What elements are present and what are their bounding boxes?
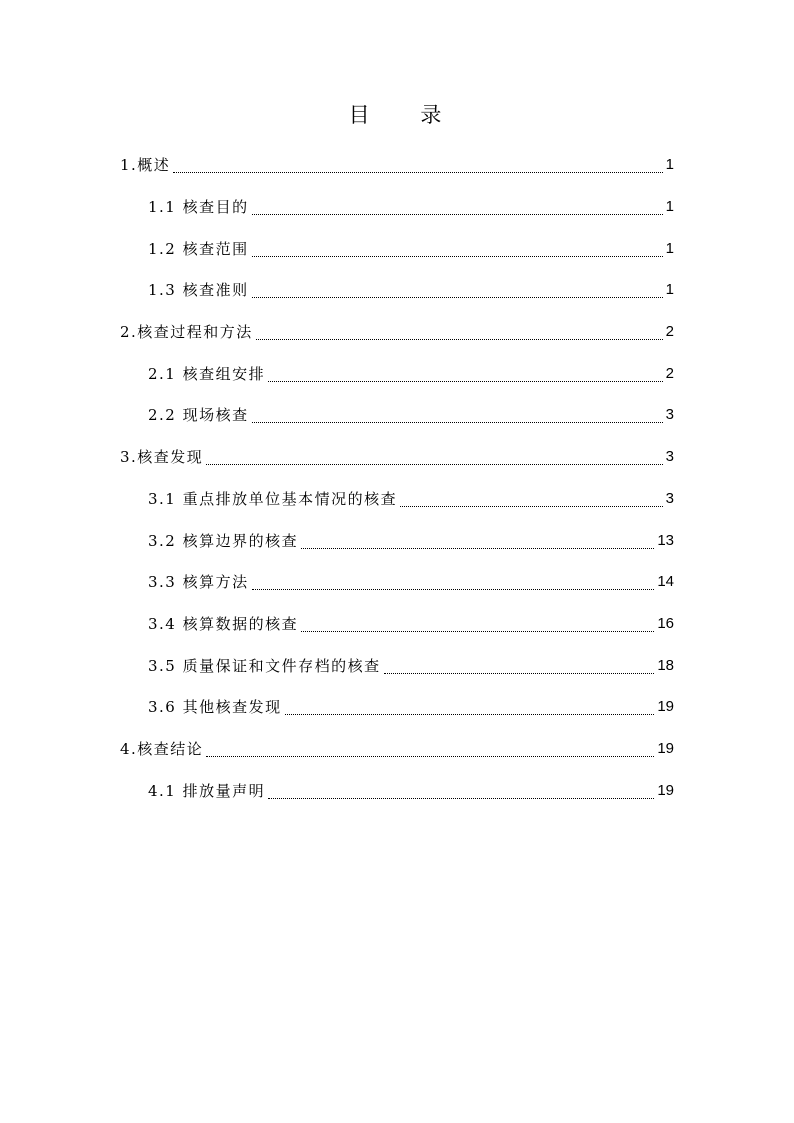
toc-entry-label: 2.1 核查组安排	[148, 364, 266, 383]
toc-entry-label: 1.3 核查准则	[148, 281, 249, 300]
toc-entry-page: 2	[665, 364, 674, 382]
toc-entry[interactable]	[120, 519, 674, 561]
toc-entry[interactable]	[120, 603, 674, 645]
toc-dot-leader	[400, 494, 663, 507]
toc-entry[interactable]	[120, 478, 674, 520]
toc-dot-leader	[256, 327, 663, 340]
toc-dot-leader	[301, 536, 654, 549]
toc-entry-label: 3.6 其他核查发现	[148, 698, 282, 717]
toc-entry[interactable]	[120, 728, 674, 770]
toc-entry-label: 2.核查过程和方法	[120, 323, 253, 342]
toc-dot-leader	[285, 702, 655, 715]
toc-dot-leader	[206, 744, 654, 757]
toc-entry[interactable]	[120, 769, 674, 811]
toc-entry-label: 3.核查发现	[120, 448, 204, 467]
toc-dot-leader	[268, 369, 663, 382]
toc-dot-leader	[252, 244, 663, 257]
toc-entry-label: 3.1 重点排放单位基本情况的核查	[148, 489, 398, 508]
toc-entry-page: 3	[665, 406, 674, 424]
toc-entry-label: 2.2 现场核查	[148, 406, 249, 425]
toc-entry-label: 3.4 核算数据的核查	[148, 614, 299, 633]
toc-entry-label: 3.2 核算边界的核查	[148, 531, 299, 550]
toc-entry[interactable]	[120, 436, 674, 478]
toc-dot-leader	[301, 619, 654, 632]
toc-dot-leader	[252, 285, 663, 298]
toc-entry-page: 19	[657, 781, 674, 799]
toc-dot-leader	[268, 786, 654, 799]
toc-entry-page: 1	[665, 198, 674, 216]
toc-entry-label: 1.2 核查范围	[148, 239, 249, 258]
toc-entry-page: 18	[657, 656, 674, 674]
toc-dot-leader	[173, 160, 662, 173]
toc-entry[interactable]	[120, 227, 674, 269]
toc-dot-leader	[252, 202, 663, 215]
toc-dot-leader	[252, 577, 655, 590]
toc-entry-label: 1.概述	[120, 156, 171, 175]
toc-entry-label: 3.5 质量保证和文件存档的核查	[148, 656, 381, 675]
toc-entry-page: 2	[665, 323, 674, 341]
toc-entry[interactable]	[120, 186, 674, 228]
toc-entry-label: 3.3 核算方法	[148, 573, 249, 592]
toc-list	[120, 144, 674, 811]
toc-entry-page: 1	[665, 239, 674, 257]
toc-entry-page: 1	[665, 281, 674, 299]
toc-title: 目 录	[348, 103, 464, 127]
toc-entry[interactable]	[120, 561, 674, 603]
toc-entry-page: 19	[657, 739, 674, 757]
toc-entry[interactable]	[120, 686, 674, 728]
toc-entry-page: 14	[657, 573, 674, 591]
toc-entry-page: 3	[665, 489, 674, 507]
toc-dot-leader	[206, 452, 662, 465]
toc-entry[interactable]	[120, 352, 674, 394]
toc-entry-page: 13	[657, 531, 674, 549]
toc-dot-leader	[384, 661, 655, 674]
toc-entry[interactable]	[120, 644, 674, 686]
toc-entry[interactable]	[120, 269, 674, 311]
toc-entry-label: 4.核查结论	[120, 739, 204, 758]
toc-entry-page: 1	[665, 156, 674, 174]
toc-entry[interactable]	[120, 311, 674, 353]
toc-entry-page: 19	[657, 698, 674, 716]
toc-entry-label: 1.1 核查目的	[148, 198, 249, 217]
toc-entry[interactable]	[120, 394, 674, 436]
toc-entry-label: 4.1 排放量声明	[148, 781, 266, 800]
toc-entry[interactable]	[120, 144, 674, 186]
toc-entry-page: 3	[665, 448, 674, 466]
toc-dot-leader	[252, 410, 663, 423]
toc-entry-page: 16	[657, 614, 674, 632]
